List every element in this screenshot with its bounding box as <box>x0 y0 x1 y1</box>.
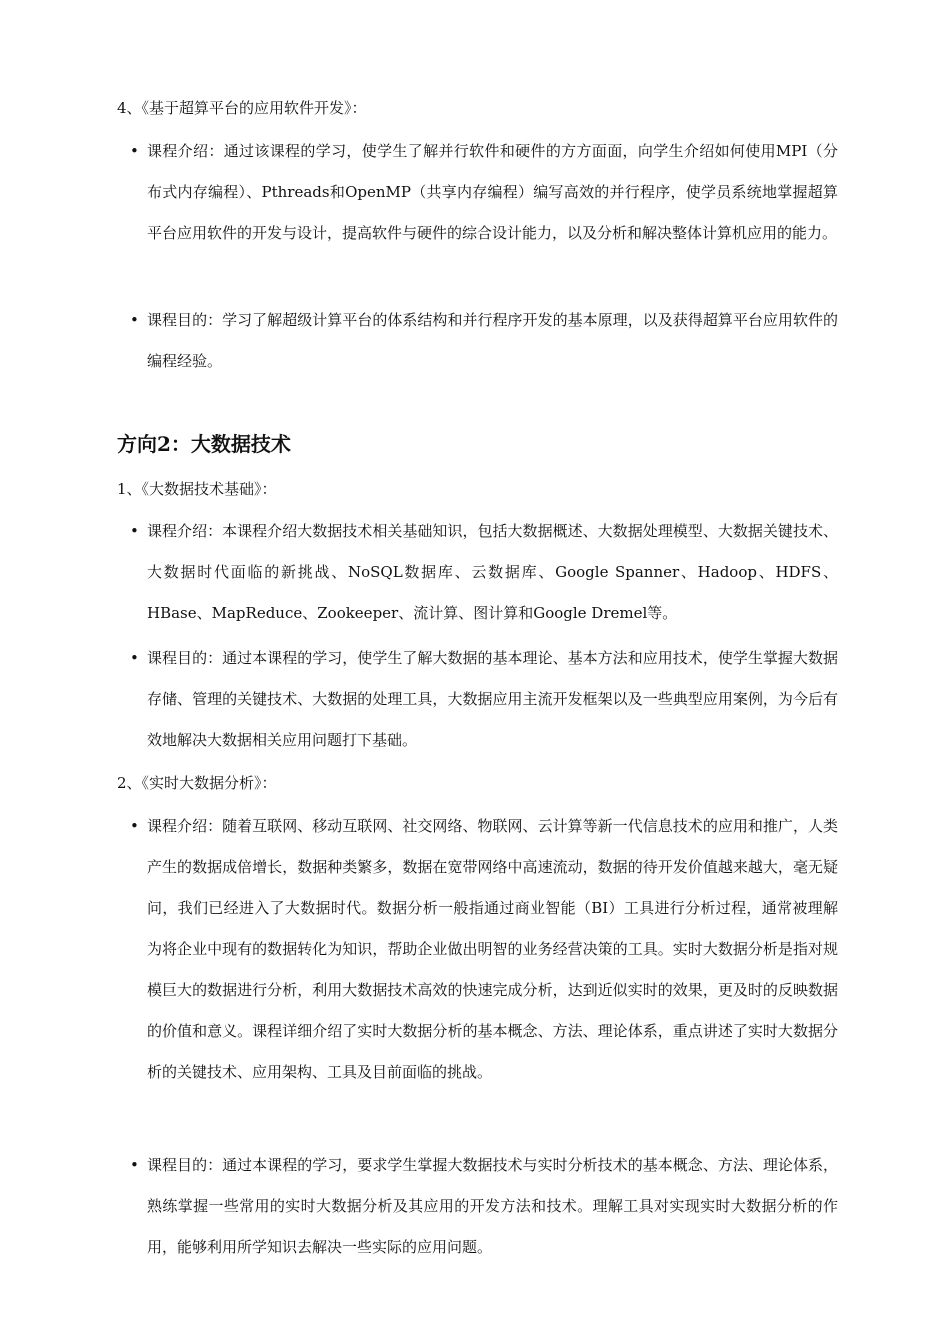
course-2-goal-item <box>130 1155 838 1268</box>
course-2-goal-text: 课程目的：通过本课程的学习，要求学生掌握大数据技术与实时分析技术的基本概念、方法、理论体系，熟练掌握一些常用的实时大数据分析及其应用的开发方法和技术。理解工具对实现实时大数据分析的作用，能够利用所学知识去解决一些实际的应用问题。 <box>147 1156 838 1256</box>
bullet-icon: • <box>130 649 139 667</box>
course-1-title: 1、《大数据技术基础》： <box>117 480 277 498</box>
bullet-icon: • <box>130 522 139 540</box>
course-2-title: 2、《实时大数据分析》： <box>117 774 277 792</box>
bullet-icon: • <box>130 817 139 835</box>
course-4-intro-text: 课程介绍：通过该课程的学习，使学生了解并行软件和硬件的方方面面，向学生介绍如何使用MPI（分布式内存编程）、Pthreads和OpenMP（共享内存编程）编写高效的并行程序，使学员系统地掌握超算平台应用软件的开发与设计，提高软件与硬件的综合设计能力，以及分析和解决整体计算机应用的能力。 <box>147 142 838 242</box>
section-2-heading: 方向2：大数据技术 <box>117 432 291 456</box>
course-1-goal-text: 课程目的：通过本课程的学习，使学生了解大数据的基本理论、基本方法和应用技术，使学生掌握大数据存储、管理的关键技术、大数据的处理工具，大数据应用主流开发框架以及一些典型应用案例，为今后有效地解决大数据相关应用问题打下基础。 <box>147 649 838 749</box>
bullet-icon: • <box>130 142 139 160</box>
course-2-intro-item <box>130 816 838 1093</box>
course-1-intro-text: 课程介绍：本课程介绍大数据技术相关基础知识，包括大数据概述、大数据处理模型、大数据关键技术、大数据时代面临的新挑战、NoSQL数据库、云数据库、Google Spanner、Hadoop、HDFS、HBase、MapReduce、Zookeeper、流计算、图计算和Google Dremel等。 <box>147 522 838 622</box>
course-4-goal-text: 课程目的：学习了解超级计算平台的体系结构和并行程序开发的基本原理，以及获得超算平台应用软件的编程经验。 <box>147 311 838 370</box>
course-2-intro-text: 课程介绍：随着互联网、移动互联网、社交网络、物联网、云计算等新一代信息技术的应用和推广，人类产生的数据成倍增长，数据种类繁多，数据在宽带网络中高速流动，数据的待开发价值越来越大，毫无疑问，我们已经进入了大数据时代。数据分析一般指通过商业智能（BI）工具进行分析过程，通常被理解为将企业中现有的数据转化为知识，帮助企业做出明智的业务经营决策的工具。实时大数据分析是指对规模巨大的数据进行分析，利用大数据技术高效的快速完成分析，达到近似实时的效果，更及时的反映数据的价值和意义。课程详细介绍了实时大数据分析的基本概念、方法、理论体系，重点讲述了实时大数据分析的关键技术、应用架构、工具及目前面临的挑战。 <box>147 817 838 1081</box>
course-4-title: 4、《基于超算平台的应用软件开发》： <box>117 99 367 117</box>
bullet-icon: • <box>130 311 139 329</box>
course-1-goal-item <box>130 648 838 761</box>
bullet-icon: • <box>130 1156 139 1174</box>
course-4-intro-item <box>130 141 838 254</box>
course-4-goal-item <box>130 310 838 382</box>
course-1-intro-item <box>130 521 838 634</box>
